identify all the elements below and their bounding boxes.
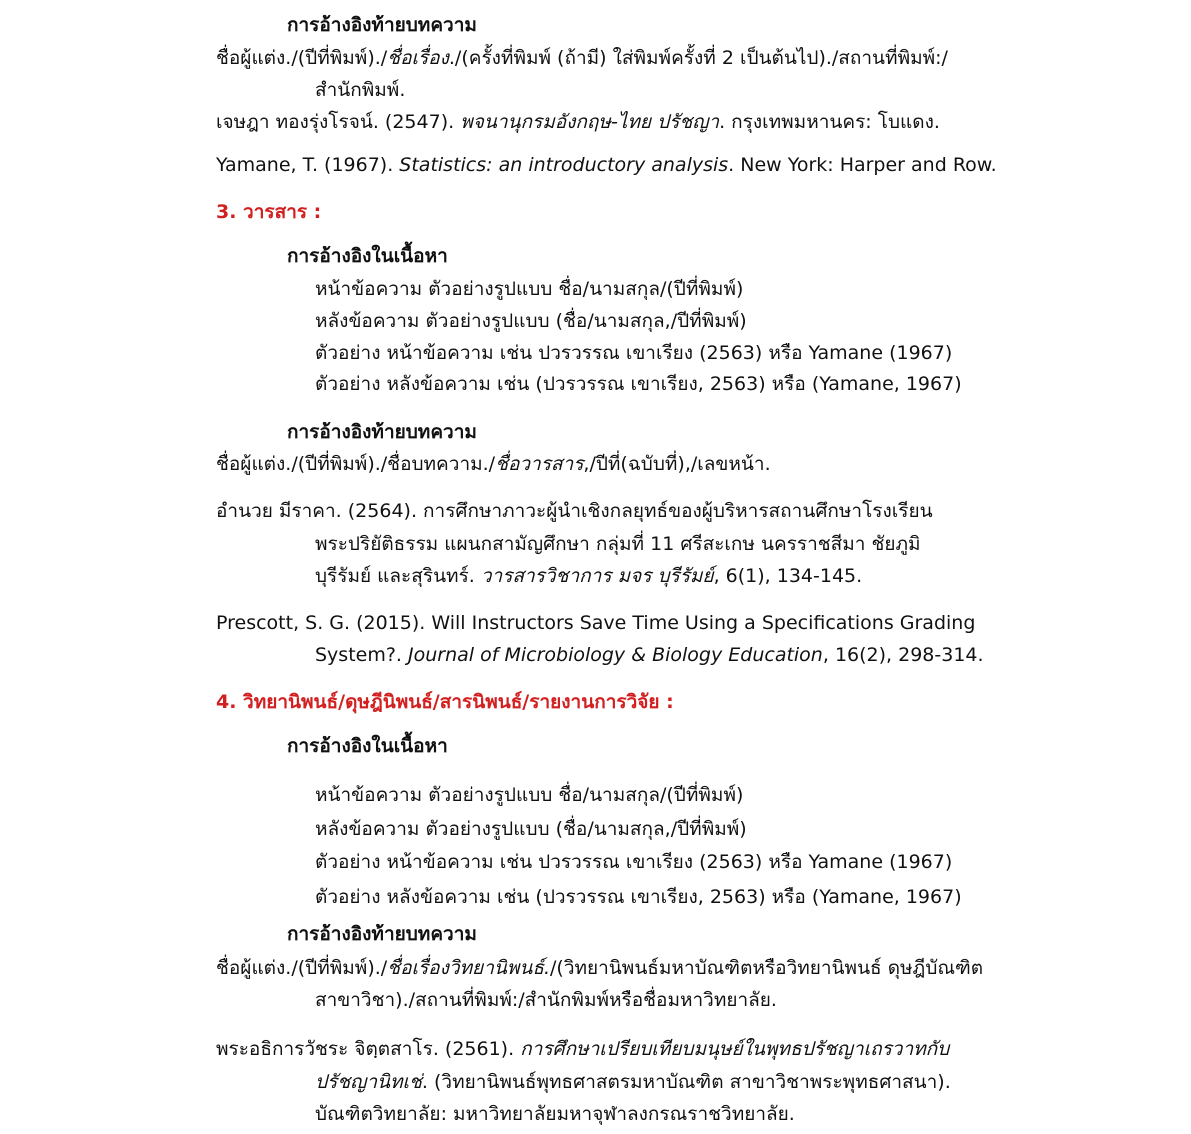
reference-format <box>216 953 983 983</box>
text-segment: บุรีรัมย์ และสุรินทร์. <box>315 565 481 587</box>
section-title-journal: 3. วารสาร : <box>216 201 322 223</box>
end-reference-heading: การอ้างอิงท้ายบทความ <box>287 923 477 945</box>
text-segment: . กรุงเทพมหานคร: โบแดง. <box>719 111 940 133</box>
text-segment: System?. <box>315 644 409 666</box>
text-segment: ./(ครั้งที่พิมพ์ (ถ้ามี) ใส่พิมพ์ครั้งที่ 2 เป็นต้นไป)./สถานที่พิมพ์:/ <box>448 47 948 69</box>
reference-example: Prescott, S. G. (2015). Will Instructors Save Time Using a Specifications Grading <box>216 612 976 634</box>
text-segment: , 16(2), 298-314. <box>822 644 984 666</box>
in-text-heading: การอ้างอิงในเนื้อหา <box>287 245 448 267</box>
reference-format-cont: สาขาวิชา)./สถานที่พิมพ์:/สำนักพิมพ์หรือชื่อมหาวิทยาลัย. <box>315 989 777 1011</box>
text-segment: Statistics: an introductory analysis <box>399 154 729 176</box>
text-segment: ชื่อผู้แต่ง./(ปีที่พิมพ์)./ <box>216 47 388 69</box>
reference-example: อำนวย มีราคา. (2564). การศึกษาภาวะผู้นำเชิงกลยุทธ์ของผู้บริหารสถานศึกษาโรงเรียน <box>216 500 933 522</box>
end-reference-heading: การอ้างอิงท้ายบทความ <box>287 421 477 443</box>
in-text-item: ตัวอย่าง หลังข้อความ เช่น (ปวรวรรณ เขาเรียง, 2563) หรือ (Yamane, 1967) <box>315 886 962 908</box>
in-text-heading: การอ้างอิงในเนื้อหา <box>287 735 448 757</box>
text-segment: ชื่อเรื่อง <box>387 47 449 69</box>
in-text-item: หน้าข้อความ ตัวอย่างรูปแบบ ชื่อ/นามสกุล/(ปีที่พิมพ์) <box>315 278 744 300</box>
text-segment: การศึกษาเปรียบเทียบมนุษย์ในพุทธปรัชญาเถรวาทกับ <box>520 1038 950 1060</box>
in-text-item: หน้าข้อความ ตัวอย่างรูปแบบ ชื่อ/นามสกุล/(ปีที่พิมพ์) <box>315 784 744 806</box>
text-segment: พจนานุกรมอังกฤษ-ไทย ปรัชญา <box>460 111 720 133</box>
reference-format <box>216 449 771 479</box>
text-segment: Journal of Microbiology & Biology Education <box>408 644 823 666</box>
text-segment: พระอธิการวัชระ จิตฺตสาโร. (2561). <box>216 1038 521 1060</box>
reference-example-cont <box>315 561 862 591</box>
text-segment: ชื่อวารสาร <box>495 453 584 475</box>
reference-example-cont <box>315 640 984 670</box>
reference-example-cont: บัณฑิตวิทยาลัย: มหาวิทยาลัยมหาจุฬาลงกรณราชวิทยาลัย. <box>315 1103 795 1125</box>
in-text-item: หลังข้อความ ตัวอย่างรูปแบบ (ชื่อ/นามสกุล,/ปีที่พิมพ์) <box>315 310 747 332</box>
text-segment: ปรัชญานิทเช่ <box>315 1071 422 1093</box>
in-text-item: ตัวอย่าง หน้าข้อความ เช่น ปวรวรรณ เขาเรียง (2563) หรือ Yamane (1967) <box>315 851 953 873</box>
reference-example <box>216 150 997 180</box>
reference-example <box>216 107 940 137</box>
reference-format <box>216 43 948 73</box>
text-segment: . New York: Harper and Row. <box>728 154 997 176</box>
reference-format-cont: สำนักพิมพ์. <box>315 79 406 101</box>
text-segment: ,/ปีที่(ฉบับที่),/เลขหน้า. <box>583 453 771 475</box>
reference-example <box>216 1034 949 1064</box>
reference-example-cont: พระปริยัติธรรม แผนกสามัญศึกษา กลุ่มที่ 11 ศรีสะเกษ นครราชสีมา ชัยภูมิ <box>315 533 921 555</box>
reference-example-cont <box>315 1067 951 1097</box>
text-segment: Yamane, T. (1967). <box>216 154 400 176</box>
in-text-item: หลังข้อความ ตัวอย่างรูปแบบ (ชื่อ/นามสกุล,/ปีที่พิมพ์) <box>315 818 747 840</box>
text-segment: ชื่อผู้แต่ง./(ปีที่พิมพ์)./ชื่อบทความ./ <box>216 453 496 475</box>
text-segment: ชื่อเรื่องวิทยานิพนธ์. <box>387 957 550 979</box>
text-segment: เจษฎา ทองรุ่งโรจน์. (2547). <box>216 111 461 133</box>
text-segment: วารสารวิชาการ มจร บุรีรัมย์ <box>480 565 714 587</box>
in-text-item: ตัวอย่าง หลังข้อความ เช่น (ปวรวรรณ เขาเรียง, 2563) หรือ (Yamane, 1967) <box>315 373 962 395</box>
section-title-thesis: 4. วิทยานิพนธ์/ดุษฎีนิพนธ์/สารนิพนธ์/รายงานการวิจัย : <box>216 691 674 713</box>
text-segment: , 6(1), 134-145. <box>713 565 863 587</box>
text-segment: . (วิทยานิพนธ์พุทธศาสตรมหาบัณฑิต สาขาวิชาพระพุทธศาสนา). <box>421 1071 951 1093</box>
text-segment: ชื่อผู้แต่ง./(ปีที่พิมพ์)./ <box>216 957 388 979</box>
end-reference-heading: การอ้างอิงท้ายบทความ <box>287 14 477 36</box>
text-segment: /(วิทยานิพนธ์มหาบัณฑิตหรือวิทยานิพนธ์ ดุษฎีบัณฑิต <box>550 957 984 979</box>
in-text-item: ตัวอย่าง หน้าข้อความ เช่น ปวรวรรณ เขาเรียง (2563) หรือ Yamane (1967) <box>315 342 953 364</box>
